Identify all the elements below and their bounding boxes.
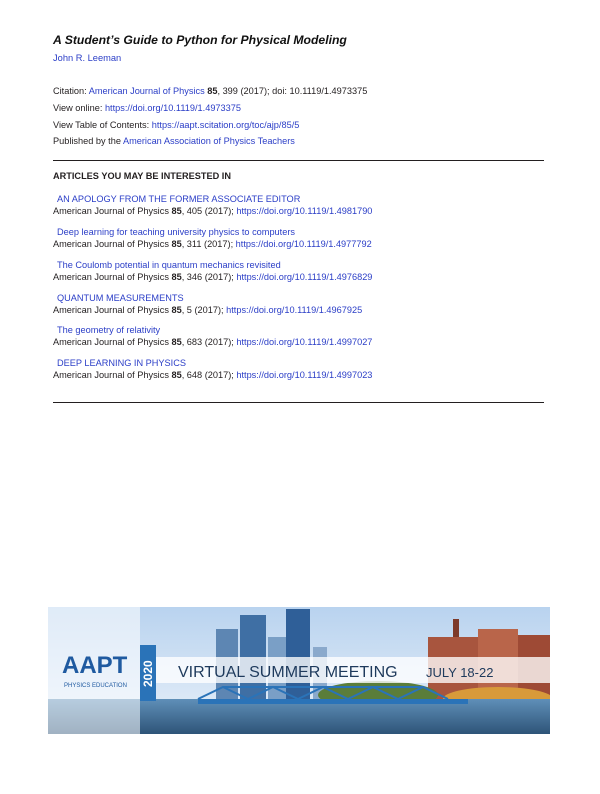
aapt-logo-sub: PHYSICS EDUCATION: [64, 683, 127, 689]
tower-building: [286, 609, 310, 699]
article-volume: 85: [171, 337, 182, 347]
article-volume: 85: [171, 239, 182, 249]
top-divider: [53, 160, 544, 161]
article-pages: , 683 (2017);: [181, 337, 237, 347]
article-item: [53, 358, 548, 380]
author-link[interactable]: John R. Leeman: [53, 53, 122, 63]
article-title-link[interactable]: AN APOLOGY FROM THE FORMER ASSOCIATE EDITOR: [57, 194, 301, 204]
article-title-link[interactable]: QUANTUM MEASUREMENTS: [57, 293, 184, 303]
article-title-link[interactable]: Deep learning for teaching university physics to computers: [57, 227, 295, 237]
article-journal: American Journal of Physics: [53, 239, 172, 249]
view-online-line: [53, 103, 241, 113]
article-pages: , 346 (2017);: [181, 272, 237, 282]
article-doi-link[interactable]: https://doi.org/10.1119/1.4967925: [226, 305, 363, 315]
banner-graphic: [48, 607, 550, 734]
article-pages: , 648 (2017);: [181, 370, 237, 380]
article-citation: [53, 206, 548, 216]
article-pages: , 405 (2017);: [181, 206, 237, 216]
article-citation: [53, 305, 548, 315]
article-journal: American Journal of Physics: [53, 272, 172, 282]
publisher-label: Published by the: [53, 136, 123, 146]
article-title-link[interactable]: The geometry of relativity: [57, 325, 161, 335]
view-online-link[interactable]: https://doi.org/10.1119/1.4973375: [104, 103, 241, 113]
article-item: [53, 260, 548, 282]
citation-label: Citation:: [53, 86, 89, 96]
toc-link[interactable]: https://aapt.scitation.org/toc/ajp/85/5: [151, 120, 300, 130]
article-journal: American Journal of Physics: [53, 370, 172, 380]
article-doi-link[interactable]: https://doi.org/10.1119/1.4997027: [236, 337, 373, 347]
article-citation: [53, 337, 548, 347]
article-pages: , 311 (2017);: [181, 239, 236, 249]
citation-volume: 85: [207, 86, 218, 96]
aapt-logo: AAPT: [62, 652, 128, 679]
publisher-link[interactable]: American Association of Physics Teachers: [122, 136, 295, 146]
article-doi-link[interactable]: https://doi.org/10.1119/1.4977792: [235, 239, 372, 249]
toc-label: View Table of Contents:: [53, 120, 152, 130]
year-label: 2020: [141, 660, 155, 687]
article-volume: 85: [171, 206, 182, 216]
article-journal: American Journal of Physics: [53, 305, 172, 315]
view-online-label: View online:: [53, 103, 105, 113]
article-citation: [53, 239, 548, 249]
article-volume: 85: [171, 305, 182, 315]
article-journal: American Journal of Physics: [53, 206, 172, 216]
paper-title: A Student’s Guide to Python for Physical Modeling: [53, 33, 347, 47]
article-volume: 85: [171, 272, 182, 282]
article-item: [53, 194, 548, 216]
article-doi-link[interactable]: https://doi.org/10.1119/1.4981790: [236, 206, 373, 216]
citation-rest: , 399 (2017); doi: 10.1119/1.4973375: [217, 86, 368, 96]
bottom-divider: [53, 402, 544, 403]
article-citation: [53, 272, 548, 282]
article-doi-link[interactable]: https://doi.org/10.1119/1.4997023: [236, 370, 373, 380]
citation-line: [53, 86, 367, 96]
publisher-line: [53, 136, 295, 146]
article-volume: 85: [171, 370, 182, 380]
bridge-deck: [198, 699, 468, 704]
event-dates: JULY 18-22: [426, 665, 494, 680]
article-title-link[interactable]: DEEP LEARNING IN PHYSICS: [57, 358, 187, 368]
article-item: [53, 293, 548, 315]
toc-line: [53, 120, 299, 130]
journal-link[interactable]: American Journal of Physics: [88, 86, 205, 96]
article-item: [53, 227, 548, 249]
flag-pole: [453, 619, 459, 637]
article-journal: American Journal of Physics: [53, 337, 172, 347]
article-citation: [53, 370, 548, 380]
article-item: [53, 325, 548, 347]
article-title-link[interactable]: The Coulomb potential in quantum mechanics revisited: [57, 260, 281, 270]
articles-heading: ARTICLES YOU MAY BE INTERESTED IN: [53, 171, 231, 181]
event-title: VIRTUAL SUMMER MEETING: [178, 664, 398, 681]
article-doi-link[interactable]: https://doi.org/10.1119/1.4976829: [236, 272, 373, 282]
article-pages: , 5 (2017);: [181, 305, 227, 315]
aapt-meeting-banner[interactable]: [48, 607, 550, 734]
